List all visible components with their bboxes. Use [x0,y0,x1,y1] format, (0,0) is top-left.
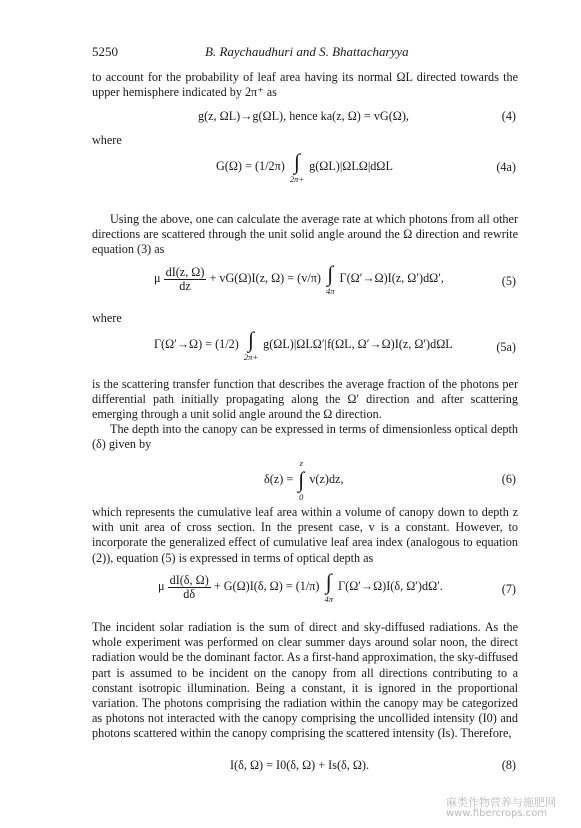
equation-7-denominator: dδ [183,586,196,601]
integral-6-lower: 0 [299,492,304,502]
equation-5 [92,262,516,302]
equation-5-denominator: dz [179,278,191,293]
equation-5a-rhs: g(ΩL)|ΩLΩ′|f(ΩL, Ω′→Ω)I(z, Ω′)dΩL [263,336,453,351]
equation-5a-lhs: Γ(Ω′→Ω) = (1/2) [154,336,239,351]
equation-5-mid: + vG(Ω)I(z, Ω) = (v/π) [209,270,321,285]
paragraph-5: which represents the cumulative leaf area within a volume of canopy down to depth z with unit area of cross section. In the present case, v is a constant. However, to incorporate the generalized effect of cumulative leaf area index (analogous to equation (2)), equation (5) is expressed in terms of optical depth as [92,505,518,565]
equation-8-number: (8) [501,758,516,772]
page-number: 5250 [92,44,118,59]
integral-7-limit: 4π [324,594,334,604]
paragraph-1: to account for the probability of leaf area having its normal ΩL directed towards the upper hemisphere indicated by 2π⁺ as [92,70,518,100]
watermark-url: www.fibercrops.com [446,808,548,819]
equation-4-number: (4) [501,109,516,123]
paragraph-where-1: where [92,133,122,147]
integral-6 [298,458,304,502]
paragraph-3: is the scattering transfer function that describes the average fraction of the photons per differential path initially propagating along the Ω′ direction and after scattering emerging through a unit solid angle around the Ω direction. [92,377,518,422]
integral-sign: ∫ [298,467,305,492]
paragraph-4: The depth into the canopy can be expressed in terms of dimensionless optical depth (δ) given by [92,422,518,452]
equation-5-number: (5) [501,274,516,288]
integral-sign: ∫ [293,149,300,174]
equation-7-mu: μ [158,578,165,593]
equation-4 [92,109,516,125]
equation-5-numerator: dI(z, Ω) [165,264,205,279]
watermark-text: 麻类作物营养与施肥网 [446,796,556,809]
equation-5-fraction [164,266,207,293]
running-header-authors: B. Raychaudhuri and S. Bhattacharyya [205,44,409,59]
integral-5 [326,262,335,296]
integral-5a [244,328,258,362]
equation-7 [92,570,516,612]
equation-5a-number: (5a) [496,340,516,354]
paragraph-where-2: where [92,311,122,325]
paragraph-2: Using the above, one can calculate the average rate at which photons from all other directions are scattered through the unit solid angle around the Ω direction and rewrite equation (3) as [92,212,518,257]
equation-5a [92,328,516,368]
integral-6-upper: z [299,458,303,468]
integral-5-limit: 4π [325,286,335,296]
integral-sign: ∫ [247,327,254,352]
equation-8 [92,758,516,774]
equation-7-fraction [168,574,211,601]
integral-7 [325,570,334,604]
equation-6-number: (6) [501,472,516,486]
equation-7-numerator: dI(δ, Ω) [169,572,209,587]
equation-6-rhs: v(z)dz, [309,471,344,486]
equation-5-mu: μ [154,270,161,285]
equation-4a-number: (4a) [496,160,516,174]
equation-6-lhs: δ(z) = [264,471,294,486]
equation-4-body: g(z, ΩL)→g(ΩL), hence ka(z, Ω) = vG(Ω), [198,109,409,123]
equation-7-mid: + G(Ω)I(δ, Ω) = (1/π) [213,578,320,593]
equation-4a [92,150,516,190]
integral-5a-limit: 2π+ [243,352,259,362]
equation-7-number: (7) [501,582,516,596]
integral-4a [290,150,304,184]
equation-7-rhs: Γ(Ω′→Ω)I(δ, Ω′)dΩ′. [338,578,443,593]
equation-5-rhs: Γ(Ω′→Ω)I(z, Ω′)dΩ′, [339,270,444,285]
equation-4a-lhs: G(Ω) = (1/2π) [216,158,285,173]
paragraph-6: The incident solar radiation is the sum of direct and sky-diffused radiations. As the whole experiment was performed on clear summer days around solar noon, the direct radiation would be the dominant factor. As a first-hand approximation, the sky-diffused part is assumed to be incident on the canopy from all directions contributing to a constant isotropic illumination. Being a constant, it is ignored in the proportional variation. The photons comprising the radiation within the canopy may be categorized as photons not interacted with the canopy comprising the uncollided intensity (I0) and photons scattered within the canopy comprising the scattered intensity (Is). Therefore, [92,620,518,741]
equation-8-body: I(δ, Ω) = I0(δ, Ω) + Is(δ, Ω). [230,758,370,772]
equation-6 [92,456,516,500]
equation-4a-rhs: g(ΩL)|ΩLΩ|dΩL [309,158,393,173]
integral-sign: ∫ [327,261,334,286]
integral-sign: ∫ [325,569,332,594]
integral-4a-limit: 2π+ [289,174,305,184]
